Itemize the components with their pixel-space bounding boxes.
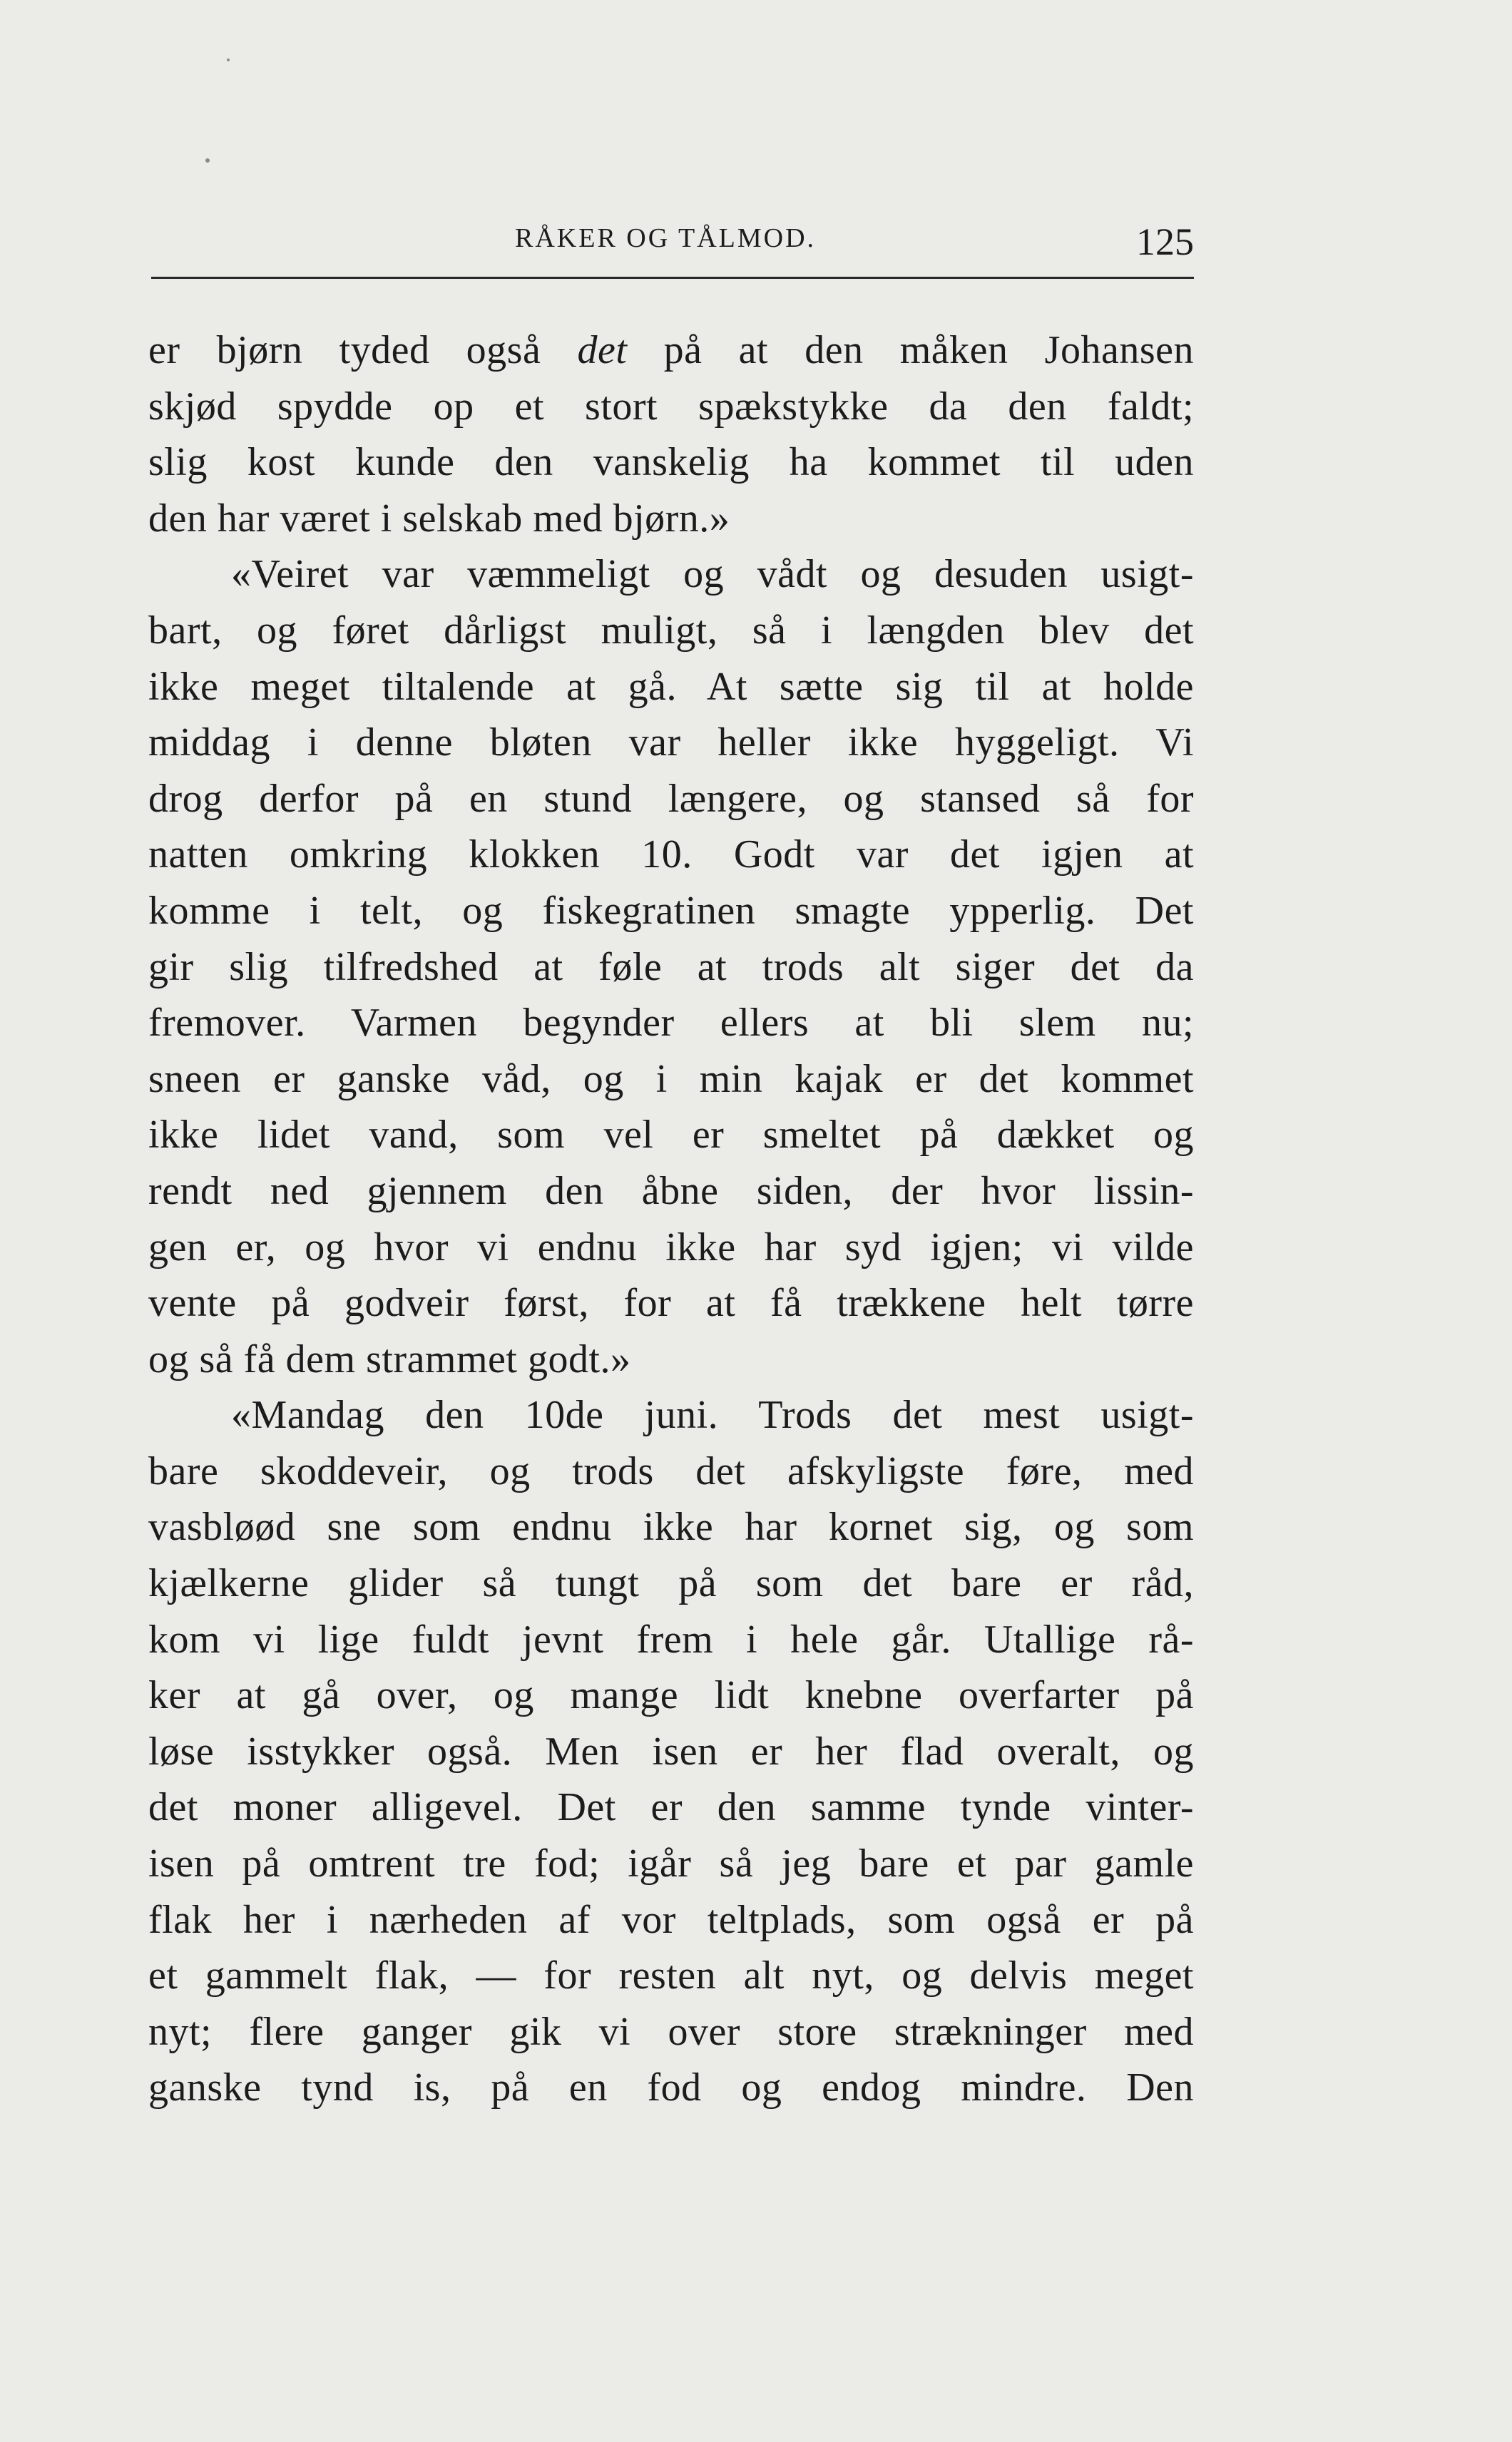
text-line: ganske tynd is, på en fod og endog mindre. Den	[148, 2065, 1194, 2110]
text-line: ikke meget tiltalende at gå. At sætte sig til at holde	[148, 664, 1194, 709]
text-line: bare skoddeveir, og trods det afskyligste føre, med	[148, 1449, 1194, 1493]
page-number: 125	[1136, 220, 1194, 263]
text-line: fremover. Varmen begynder ellers at bli slem nu;	[148, 1001, 1194, 1046]
text-line: vente på godveir først, for at få trækkene helt tørre	[148, 1281, 1194, 1326]
body-text	[148, 322, 1194, 2116]
text-line	[148, 322, 1194, 379]
text-line: rendt ned gjennem den åbne siden, der hvor lissin-	[148, 1168, 1194, 1213]
text-line: kjælkerne glider så tungt på som det bare er råd,	[148, 1561, 1194, 1606]
text-line: og så få dem strammet godt.»	[148, 1337, 631, 1381]
text-line: et gammelt flak, — for resten alt nyt, og delvis meget	[148, 1953, 1194, 1998]
paper-speck	[227, 58, 230, 61]
text-line: ker at gå over, og mange lidt knebne overfarter på	[148, 1673, 1194, 1718]
text-line: flak her i nærheden af vor teltplads, som også er på	[148, 1897, 1194, 1942]
text-line: sneen er ganske våd, og i min kajak er det kommet	[148, 1056, 1194, 1101]
text-line: bart, og føret dårligst muligt, så i længden blev det	[148, 608, 1194, 653]
paper-speck	[205, 158, 210, 163]
text-line: middag i denne bløten var heller ikke hyggeligt. Vi	[148, 720, 1194, 765]
text-line: kom vi lige fuldt jevnt frem i hele går. Utallige rå-	[148, 1617, 1194, 1662]
text-line: løse isstykker også. Men isen er her flad overalt, og	[148, 1729, 1194, 1774]
text-line: skjød spydde op et stort spækstykke da den faldt;	[148, 384, 1194, 429]
running-title: RÅKER OG TÅLMOD.	[515, 223, 817, 253]
text-line: nyt; flere ganger gik vi over store strækninger med	[148, 2009, 1194, 2054]
text-line: komme i telt, og fiskegratinen smagte ypperlig. Det	[148, 888, 1194, 933]
text-line: slig kost kunde den vanskelig ha kommet til uden	[148, 440, 1194, 485]
text-line: gir slig tilfredshed at føle at trods alt siger det da	[148, 944, 1194, 989]
text-line: ikke lidet vand, som vel er smeltet på dækket og	[148, 1113, 1194, 1158]
text-line: natten omkring klokken 10. Godt var det igjen at	[148, 832, 1194, 877]
text-line: «Mandag den 10de juni. Trods det mest usigt-	[231, 1393, 1194, 1438]
text-run: er bjørn tyded også	[148, 328, 578, 372]
text-line: drog derfor på en stund længere, og stansed så for	[148, 776, 1194, 821]
running-header	[151, 214, 1194, 279]
text-line: «Veiret var væmmeligt og vådt og desuden usigt-	[231, 552, 1194, 597]
text-line: det moner alligevel. Det er den samme tynde vinter-	[148, 1785, 1194, 1830]
text-line: den har været i selskab med bjørn.»	[148, 496, 730, 541]
italic-word: det	[577, 328, 628, 372]
text-line: isen på omtrent tre fod; igår så jeg bare et par gamle	[148, 1841, 1194, 1886]
text-run: på at den måken Johansen	[627, 328, 1194, 372]
text-line: vasbløød sne som endnu ikke har kornet sig, og som	[148, 1505, 1194, 1550]
text-line: gen er, og hvor vi endnu ikke har syd igjen; vi vilde	[148, 1225, 1194, 1269]
